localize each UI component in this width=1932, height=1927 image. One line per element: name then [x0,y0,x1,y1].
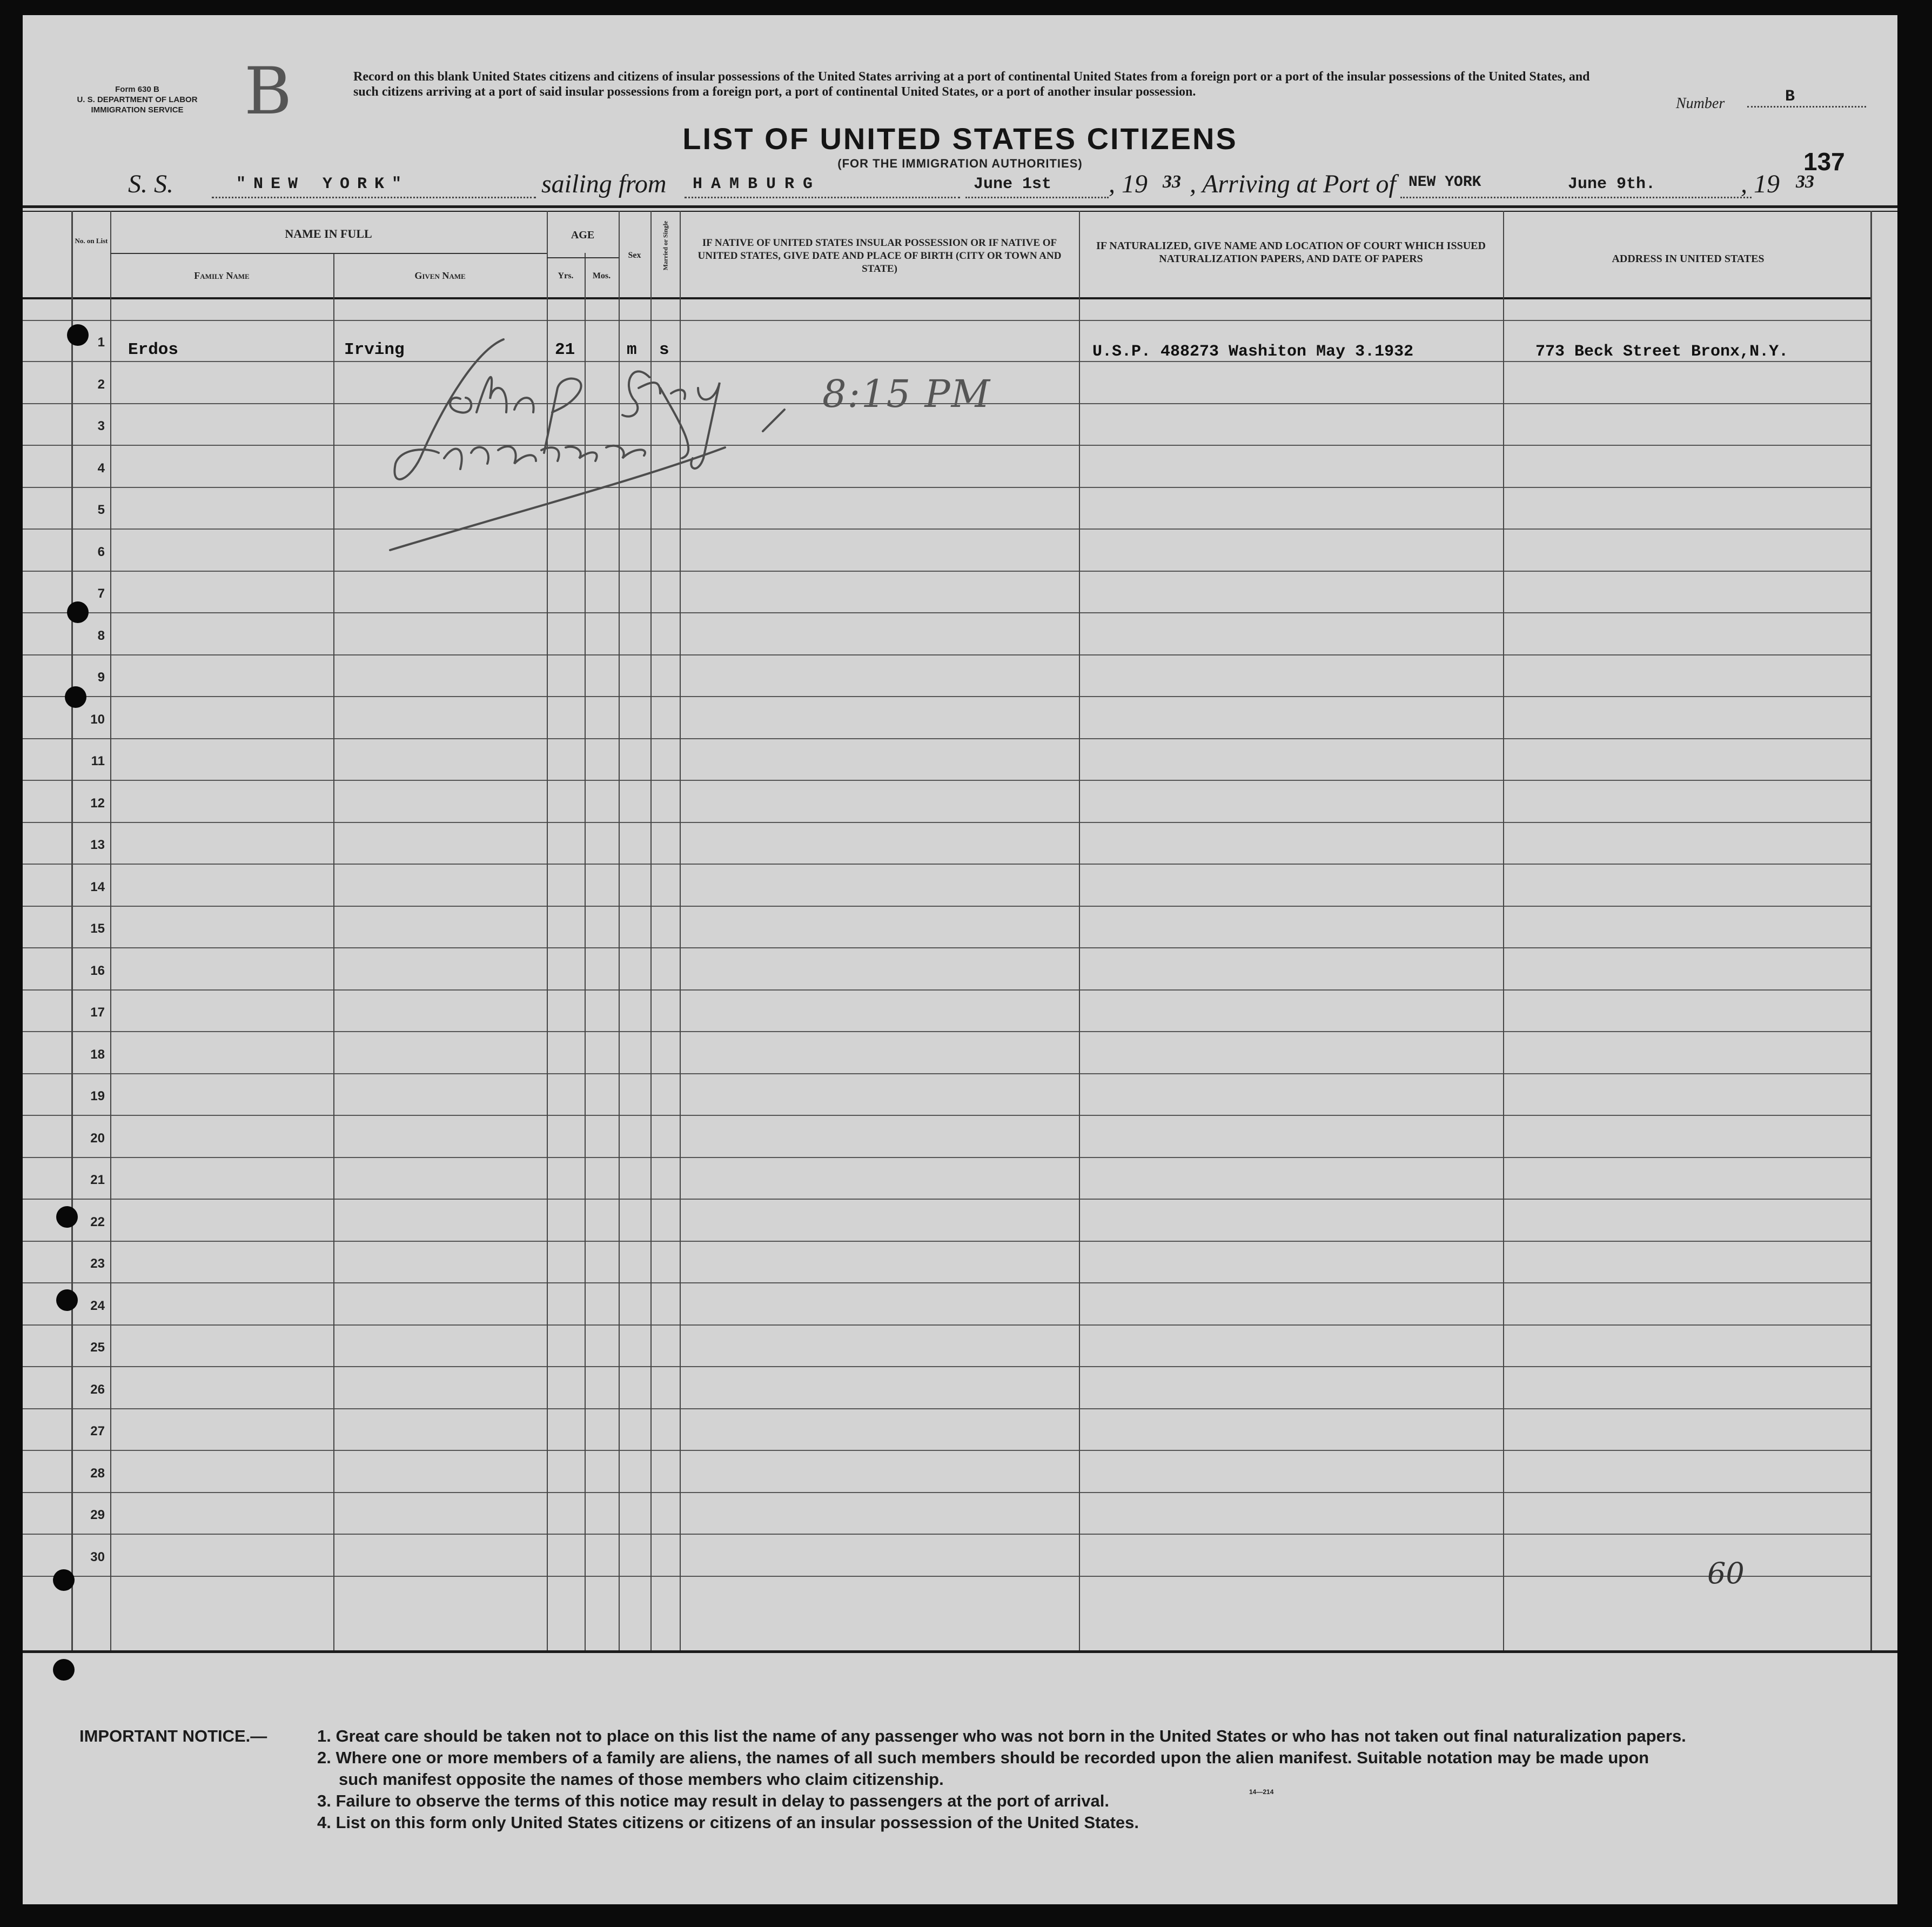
entry-sex: m [627,340,637,359]
row-rule [23,320,1870,321]
ship-name-dots [212,197,536,198]
punch-hole [67,601,89,623]
row-number: 19 [90,1089,105,1103]
signature-time: 8:15 PM [822,372,991,416]
arriving-label: , Arriving at Port of [1190,170,1396,198]
col-divider-family [110,211,111,1650]
handwritten-corner-mark: B [244,54,292,129]
port-to: NEW YORK [1408,174,1481,191]
col-divider-right [1870,211,1872,1650]
row-number: 9 [97,670,105,685]
port-from: HAMBURG [693,175,822,193]
row-rule [23,906,1870,907]
row-number: 29 [90,1508,105,1522]
service-name: IMMIGRATION SERVICE [91,105,184,115]
pencil-count: 60 [1707,1556,1745,1590]
row-rule [23,1534,1870,1535]
notice-item-2: 2. Where one or more members of a family are aliens, the names of all such members should be recorded upon the alien manifest. Suitable notation may be made upon [317,1748,1649,1767]
row-rule [23,1157,1870,1158]
header-name-in-full: NAME IN FULL [285,227,372,240]
punch-hole [67,324,89,346]
number-value: B [1747,88,1866,108]
row-number: 3 [97,419,105,433]
row-number: 10 [90,712,105,727]
top-rule-thin [23,211,1897,212]
row-rule [23,1115,1870,1116]
row-rule [23,1576,1870,1577]
ss-label: S. S. [128,170,173,198]
row-rule [23,1492,1870,1493]
row-rule [23,1073,1870,1074]
departure-date-dots [965,197,1109,198]
page-title: LIST OF UNITED STATES CITIZENS [682,122,1238,156]
row-rule [23,571,1870,572]
entry-age-yrs: 21 [555,340,575,359]
age-subheader-rule [547,257,619,258]
col-divider-address [1503,211,1504,1650]
row-rule [23,612,1870,613]
row-rule [23,696,1870,697]
inspector-signature [379,318,822,566]
row-number: 15 [90,921,105,936]
row-rule [23,989,1870,991]
header-married-or-single: Married or Single [661,220,669,271]
top-rule [23,205,1897,208]
row-rule [23,361,1870,362]
name-subheader-rule [110,253,547,254]
row-number: 14 [90,879,105,894]
departure-year-prefix: , 19 [1109,170,1148,198]
form-instruction: Record on this blank United States citizens and citizens of insular possessions of the United States arriving at a port of continental United States from a foreign port or a port of the insular possessions of the United States, and such citizens arriving at a port of said insular possessions from a foreign port, a port of continental United States, or a port of another insular possession. [353,70,1590,99]
header-yrs: Yrs. [558,271,574,280]
notice-heading: IMPORTANT NOTICE.— [79,1727,267,1745]
departure-date: June 1st [974,175,1052,193]
row-rule [23,1282,1870,1283]
header-age: AGE [571,229,595,241]
arrival-date: June 9th. [1568,175,1656,193]
sailing-label: sailing from [541,170,667,198]
row-rule [23,487,1870,488]
punch-hole [56,1289,78,1311]
row-rule [23,738,1870,739]
punch-hole [56,1206,78,1228]
header-address: ADDRESS IN UNITED STATES [1612,253,1765,265]
entry-marital: s [659,340,669,359]
printer-code: 14—214 [1249,1788,1274,1796]
notice-item-1: 1. Great care should be taken not to place on this list the name of any passenger who was not born in the United States or who has not taken out final naturalization papers. [317,1727,1686,1745]
header-family-name: Family Name [194,270,250,281]
notice-item-4: 4. List on this form only United States citizens or citizens of an insular possession of the United States. [317,1813,1139,1832]
row-number: 6 [97,544,105,559]
row-number: 23 [90,1256,105,1271]
row-number: 2 [97,377,105,392]
port-from-dots [685,197,960,198]
row-rule [23,780,1870,781]
col-divider-naturalized [1079,211,1080,1650]
row-number: 24 [90,1298,105,1313]
manifest-sheet [23,15,1897,1904]
page-subtitle: (FOR THE IMMIGRATION AUTHORITIES) [837,157,1083,170]
row-number: 26 [90,1382,105,1397]
header-no-on-list: No. on List [75,237,108,245]
entry-address: 773 Beck Street Bronx,N.Y. [1535,343,1789,361]
arrival-year-prefix: , 19 [1741,170,1780,198]
department-name: U. S. DEPARTMENT OF LABOR [77,95,198,104]
row-rule [23,1031,1870,1032]
row-number: 30 [90,1549,105,1564]
header-sex: Sex [628,251,641,260]
notice-item-2-cont: such manifest opposite the names of those members who claim citizenship. [339,1770,944,1789]
header-given-name: Given Name [414,270,466,281]
row-rule [23,1241,1870,1242]
arrival-year: 33 [1796,172,1814,192]
row-number: 7 [97,586,105,601]
ship-name: "NEW YORK" [236,175,410,193]
page-number: 137 [1803,148,1845,176]
punch-hole [53,1659,75,1681]
row-number: 17 [90,1005,105,1020]
notice-item-3: 3. Failure to observe the terms of this notice may result in delay to passengers at the port of arrival. [317,1791,1110,1810]
row-number: 11 [91,754,105,768]
departure-year: 33 [1163,172,1181,192]
row-rule [23,864,1870,865]
header-naturalized: IF NATURALIZED, GIVE NAME AND LOCATION OF COURT WHICH ISSUED NATURALIZATION PAPERS, AND DATE OF PAPERS [1096,240,1486,265]
header-rule [23,297,1870,299]
row-number: 4 [97,460,105,476]
row-number: 25 [90,1340,105,1355]
row-number: 27 [90,1424,105,1438]
entry-given-name: Irving [344,340,405,359]
header-birth: IF NATIVE OF UNITED STATES INSULAR POSSESSION OR IF NATIVE OF UNITED STATES, GIVE DATE AND PLACE OF BIRTH (CITY OR TOWN AND STATE) [697,237,1062,275]
entry-naturalization: U.S.P. 488273 Washiton May 3.1932 [1092,343,1414,361]
row-rule [23,947,1870,948]
row-rule [23,1324,1870,1326]
row-number: 28 [90,1466,105,1481]
header-mos: Mos. [592,271,611,280]
row-number: 12 [90,795,105,811]
row-number: 21 [90,1173,105,1187]
row-rule [23,654,1870,655]
row-rule [23,1366,1870,1367]
col-divider-given [333,253,334,1650]
row-number: 20 [90,1130,105,1146]
port-to-dots [1400,197,1752,198]
bottom-rule [23,1650,1897,1653]
row-rule [23,1408,1870,1409]
row-number: 16 [90,963,105,978]
row-number: 5 [97,503,105,517]
row-number: 18 [90,1047,105,1062]
form-identifier [62,84,213,115]
punch-hole [53,1569,75,1591]
row-number: 8 [97,628,105,643]
entry-family-name: Erdos [128,340,179,359]
number-label: Number [1676,95,1725,112]
row-rule [23,1199,1870,1200]
punch-hole [65,686,86,708]
row-number: 22 [90,1214,105,1229]
row-rule [23,1450,1870,1451]
row-number: 1 [97,335,105,350]
row-rule [23,445,1870,446]
row-rule [23,822,1870,823]
form-number: Form 630 B [115,85,159,94]
row-rule [23,528,1870,530]
row-number: 13 [90,838,105,852]
